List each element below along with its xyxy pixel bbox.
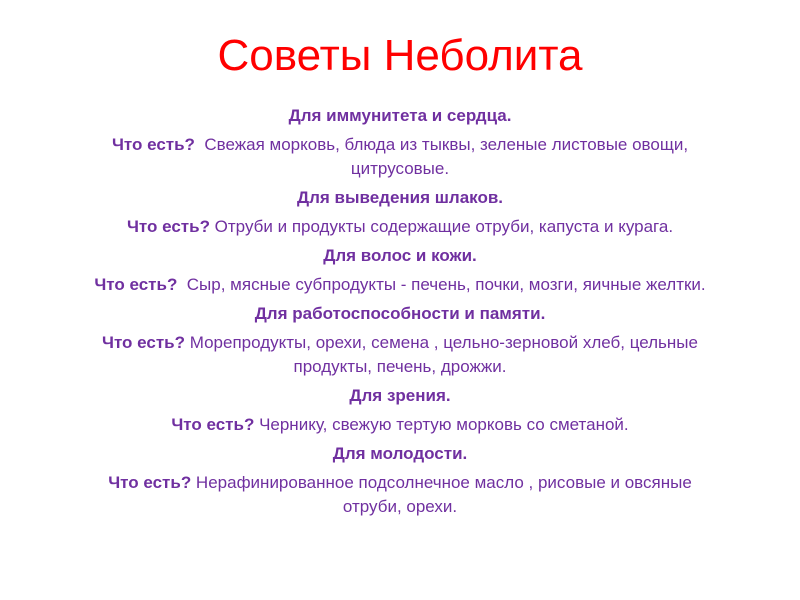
section-text-performance-memory xyxy=(80,331,720,379)
section-text-youth xyxy=(80,471,720,519)
section-text-detox xyxy=(80,215,720,239)
food-list: Морепродукты, орехи, семена , цельно-зерновой хлеб, цельные продукты, печень, дрожжи. xyxy=(185,333,703,376)
food-list: Чернику, свежую тертую морковь со сметаной. xyxy=(254,415,629,434)
what-to-eat-label: Что есть? xyxy=(108,473,192,492)
slide-title: Советы Неболита xyxy=(217,31,583,80)
section-text-hair-skin xyxy=(80,273,720,297)
section-heading-performance-memory: Для работоспособности и памяти. xyxy=(254,304,546,323)
what-to-eat-label: Что есть? xyxy=(94,275,178,294)
what-to-eat-label: Что есть? xyxy=(126,217,210,236)
what-to-eat-label: Что есть? xyxy=(102,333,186,352)
food-list: Отруби и продукты содержащие отруби, капуста и курага. xyxy=(209,217,674,236)
slide-content xyxy=(80,104,720,524)
what-to-eat-label: Что есть? xyxy=(171,415,255,434)
section-heading-youth: Для молодости. xyxy=(332,444,468,463)
food-list: Нерафинированное подсолнечное масло , рисовые и овсяные отруби, орехи. xyxy=(191,473,697,516)
section-text-immunity xyxy=(80,133,720,181)
food-list: Свежая морковь, блюда из тыквы, зеленые листовые овощи, цитрусовые. xyxy=(194,135,693,178)
section-text-vision xyxy=(80,413,720,437)
food-list: Сыр, мясные субпродукты - печень, почки, мозги, яичные желтки. xyxy=(177,275,706,294)
section-heading-detox: Для выведения шлаков. xyxy=(296,188,504,207)
section-heading-vision: Для зрения. xyxy=(349,386,451,405)
what-to-eat-label: Что есть? xyxy=(111,135,195,154)
section-heading-hair-skin: Для волос и кожи. xyxy=(323,246,477,265)
section-heading-immunity: Для иммунитета и сердца. xyxy=(288,106,512,125)
